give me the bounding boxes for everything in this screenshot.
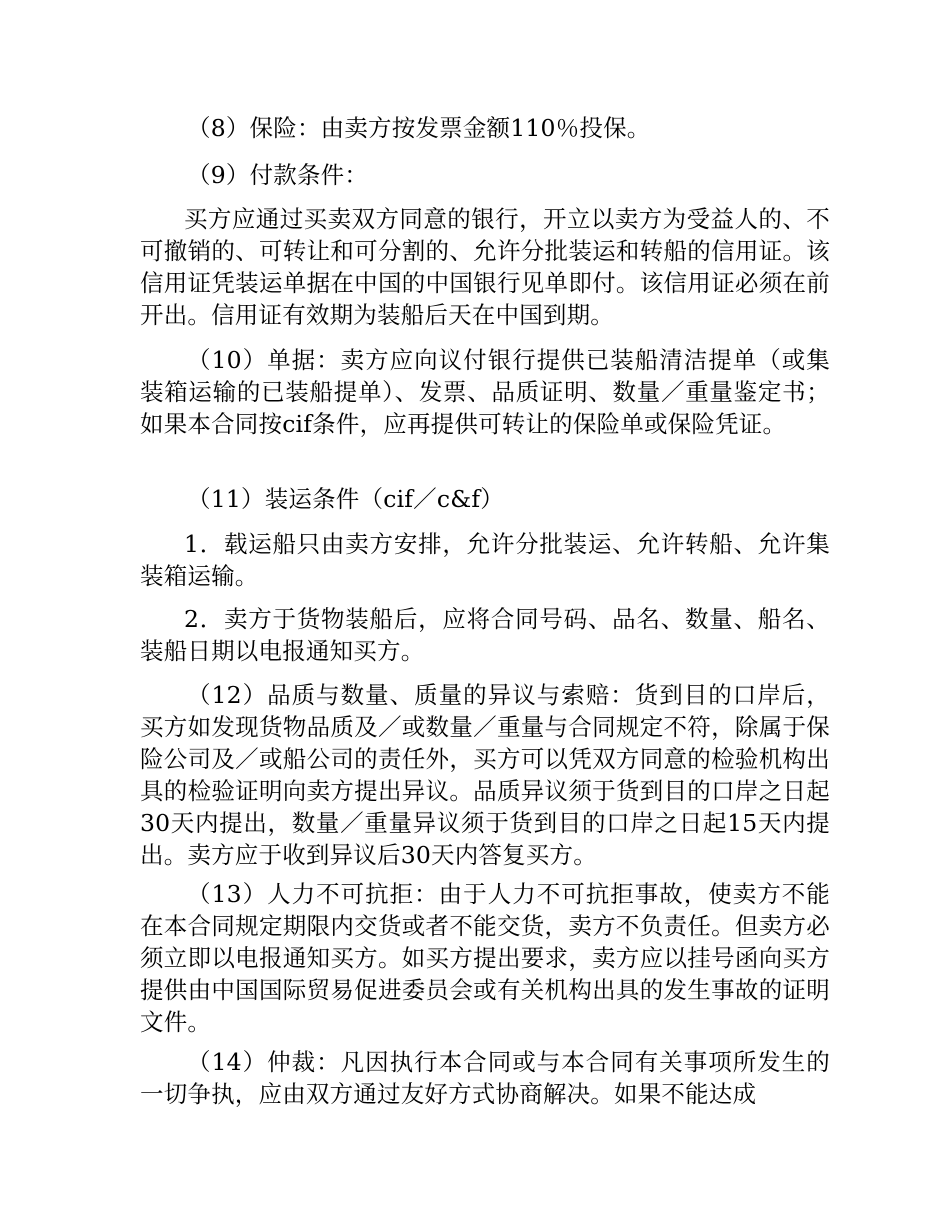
paragraph-shipping-item-1: 1．载运船只由卖方安排，允许分批装运、允许转船、允许集装箱运输。: [140, 530, 830, 590]
paragraph-arbitration: （14）仲裁：凡因执行本合同或与本合同有关事项所发生的一切争执，应由双方通过友好方式协商解决。如果不能达成: [140, 1048, 830, 1108]
paragraph-shipping-item-2: 2．卖方于货物装船后，应将合同号码、品名、数量、船名、装船日期以电报通知买方。: [140, 605, 830, 665]
paragraph-insurance: （8）保险：由卖方按发票金额110％投保。: [187, 114, 651, 142]
paragraph-quality-claims: （12）品质与数量、质量的异议与索赔：货到目的口岸后，买方如发现货物品质及／或数量／重量与合同规定不符，除属于保险公司及／或船公司的责任外，买方可以凭双方同意的检验机构出具的检验证明向卖方提出异议。品质异议须于货到目的口岸之日起30天内提出，数量／重量异议须于货到目的口岸之日起15天内提出。卖方应于收到异议后30天内答复买方。: [140, 681, 830, 869]
paragraph-documents: （10）单据：卖方应向议付银行提供已装船清洁提单（或集装箱运输的已装船提单）、发票、品质证明、数量／重量鉴定书；如果本合同按cif条件，应再提供可转让的保险单或保险凭证。: [140, 346, 830, 438]
paragraph-letter-of-credit: 买方应通过买卖双方同意的银行，开立以卖方为受益人的、不可撤销的、可转让和可分割的、允许分批装运和转船的信用证。该信用证凭装运单据在中国的中国银行见单即付。该信用证必须在前开出。信用证有效期为装船后天在中国到期。: [140, 205, 830, 329]
paragraph-shipping-conditions-heading: （11）装运条件（cif／c&f）: [187, 485, 504, 513]
paragraph-force-majeure: （13）人力不可抗拒：由于人力不可抗拒事故，使卖方不能在本合同规定期限内交货或者不能交货，卖方不负责任。但卖方必须立即以电报通知买方。如买方提出要求，卖方应以挂号函向买方提供由中国国际贸易促进委员会或有关机构出具的发生事故的证明文件。: [140, 880, 830, 1036]
paragraph-payment-terms-heading: （9）付款条件：: [187, 161, 369, 189]
